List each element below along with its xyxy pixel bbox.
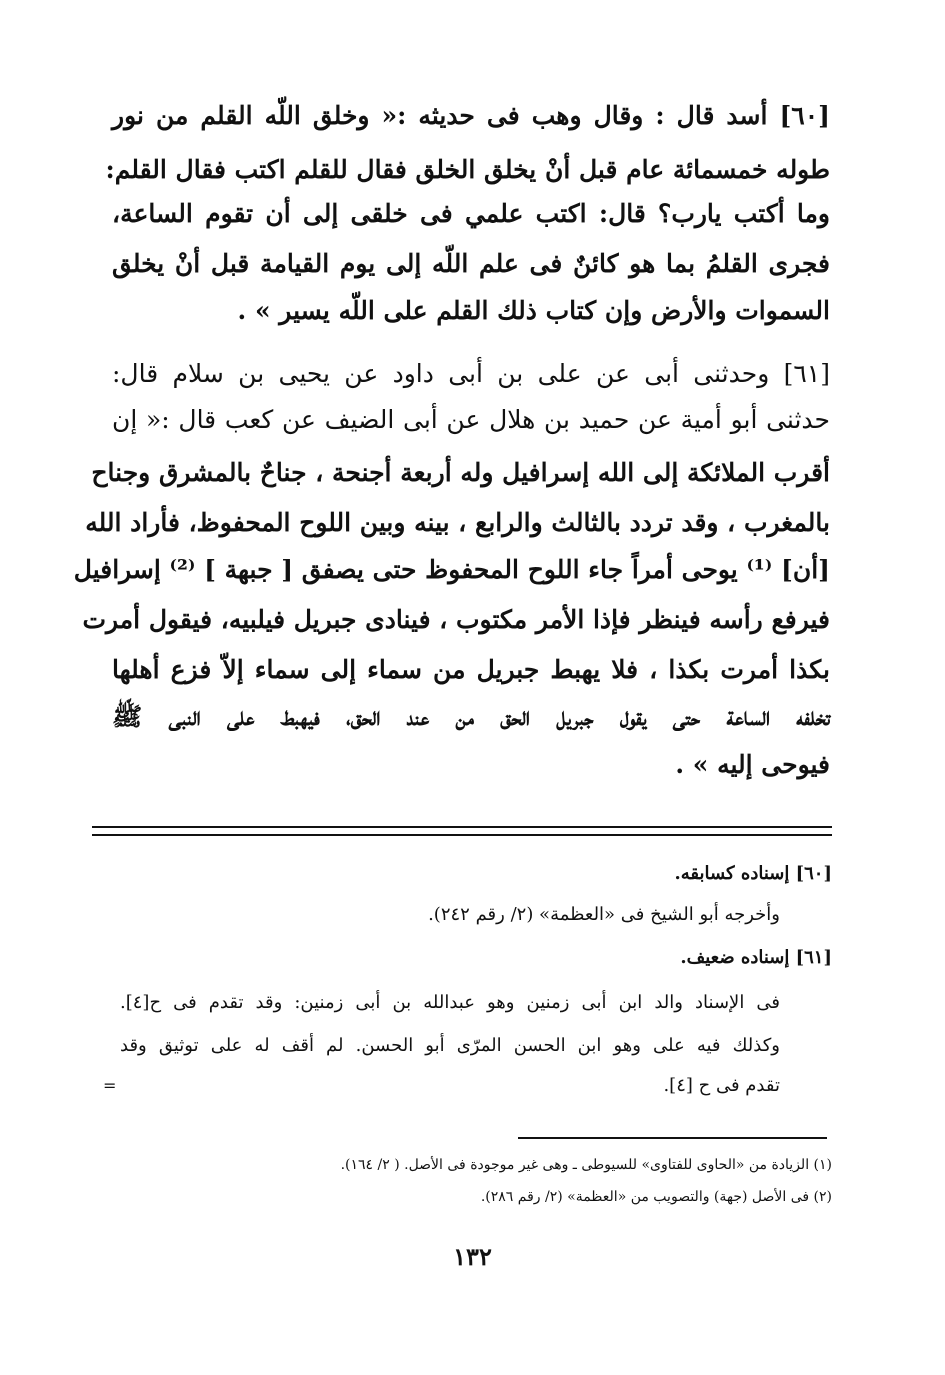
main-text-line: أقرب الملائكة إلى الله إسرافيل وله أربعة أجنحة ، جناحٌ بالمشرق وجناح — [91, 458, 830, 487]
main-text-line: بكذا أمرت بكذا ، فلا يهبط جبريل من سماء إلى سماء إلاّ فزع أهلها — [112, 655, 830, 684]
page-number: ١٣٢ — [453, 1242, 492, 1271]
main-text-line: [أن] ⁽¹⁾ يوحى أمراً جاء اللوح المحفوظ حتى يصفق [ جبهة ] ⁽²⁾ إسرافيل — [73, 555, 830, 584]
main-text-line: بالمغرب ، وقد تردد بالثالث والرابع ، بينه وبين اللوح المحفوظ، فأراد الله — [85, 508, 830, 537]
main-text-line: فجرى القلمُ بما هو كائنٌ فى علم اللّه إلى يوم القيامة قبل أنْ يخلق — [112, 249, 830, 278]
footnote-line: تقدم فى ح [٤]. — [663, 1075, 780, 1096]
separator-rule — [92, 834, 832, 836]
footnote-line: وكذلك فيه على وهو ابن الحسن المرّى أبو الحسن. لم أقف له على توثيق وقد — [120, 1035, 780, 1056]
main-text-line: طوله خمسمائة عام قبل أنْ يخلق الخلق فقال للقلم اكتب فقال القلم: — [105, 155, 830, 184]
main-text-line: فيرفع رأسه فينظر فإذا الأمر مكتوب ، فينادى جبريل فيلبيه، فيقول أمرت — [82, 605, 830, 634]
footnote-line: فى الإسناد والد ابن أبى زمنين وهو عبدالله بن أبى زمنين: وقد تقدم فى ح[٤]. — [120, 992, 780, 1013]
notes-rule — [518, 1137, 827, 1139]
main-text-line: [٦١] وحدثنى أبى عن على بن أبى داود عن يحيى بن سلام قال: — [112, 359, 830, 388]
footnote-line: وأخرجه أبو الشيخ فى «العظمة» (٢/ رقم ٢٤٢). — [428, 904, 780, 925]
footnote-line: [٦٠] إسناده كسابقه. — [674, 863, 832, 884]
continuation-mark: = — [103, 1076, 117, 1095]
separator-rule — [92, 826, 832, 828]
main-text-line: وما أكتب يارب؟ قال: اكتب علمي فى خلقى إلى أن تقوم الساعة، — [112, 199, 830, 228]
main-text-line: السموات والأرض وإن كتاب ذلك القلم على اللّه يسير » . — [237, 296, 830, 325]
margin-note: (٢) فى الأصل (جهة) والتصويب من «العظمة» (٢/ رقم ٢٨٦). — [480, 1189, 832, 1205]
main-text-line: [٦٠] أسد قال : وقال وهب فى حديثه :« وخلق اللّه القلم من نور — [112, 101, 830, 130]
margin-note: (١) الزيادة من «الحاوى للفتاوى» للسيوطى ـ وهى غير موجودة فى الأصل. ( ٢/ ١٦٤). — [340, 1157, 832, 1173]
main-text-line: حدثنى أبو أمية عن حميد بن هلال عن أبى الضيف عن كعب قال :« إن — [112, 405, 830, 434]
main-text-line: تخلفه الساعة حتى يقول جبريل الحق من عند الحق، فيهبط على النبى ﷺ — [112, 702, 830, 731]
main-text-line: فيوحى إليه » . — [675, 750, 830, 779]
footnote-line: [٦١] إسناده ضعيف. — [680, 947, 832, 968]
